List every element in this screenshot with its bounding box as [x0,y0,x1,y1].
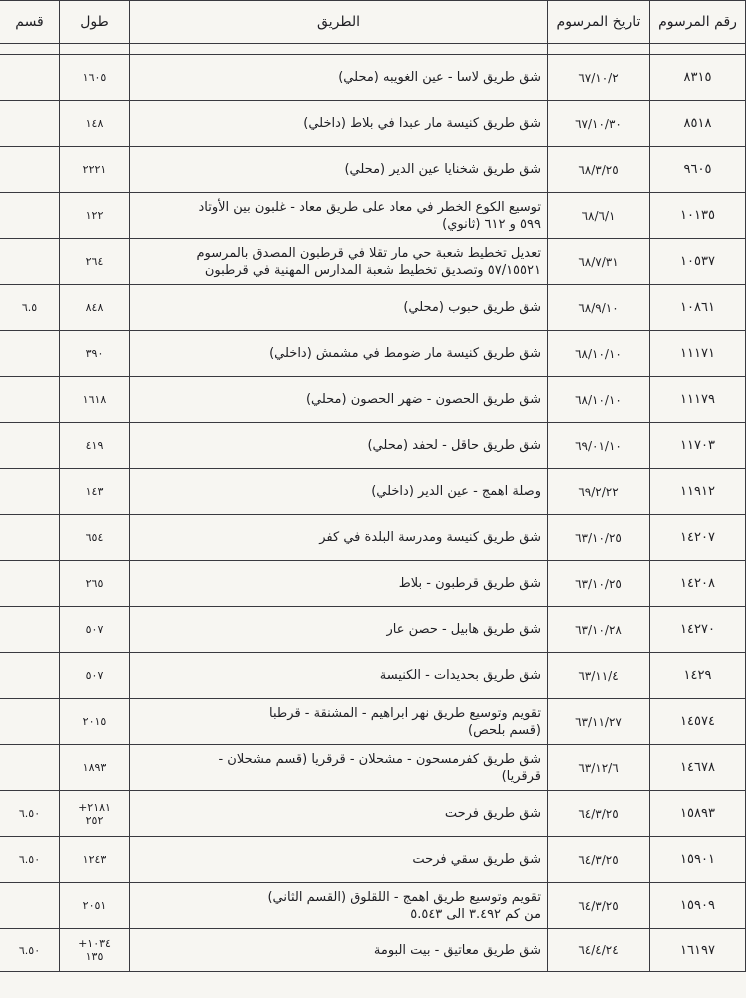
road-description-cell [130,653,548,699]
table-row [0,423,746,469]
length-value: ٢٦٥ [85,577,104,590]
road-description-cell [130,607,548,653]
header-road: الطريق [130,1,548,44]
table-body [0,44,746,972]
spacer-cell [60,44,130,55]
decree-number-cell: ١١٧٠٣ [650,423,746,469]
section-cell [0,101,60,147]
decree-date-cell: ٦٣/١١/٢٧ [548,699,650,745]
road-description-line: شق طريق قرطبون - بلاط [398,576,541,591]
section-cell [0,469,60,515]
road-description-line: ٥٩٩ و ٦١٢ (ثانوي) [442,216,541,232]
section-cell [0,699,60,745]
road-description-line: ٥٧/١٥٥٢١ وتصديق تخطيط شعبة المدارس المهنية في قرطبون [204,262,541,278]
road-description-cell [130,55,548,101]
length-cell [60,101,130,147]
length-cell [60,285,130,331]
decree-number-cell: ١٠١٣٥ [650,193,746,239]
decree-number-cell: ١٥٨٩٣ [650,791,746,837]
spacer-cell [650,44,746,55]
decree-number-cell: ١٤٢٠٧ [650,515,746,561]
section-cell [0,515,60,561]
length-cell [60,55,130,101]
table-row [0,377,746,423]
length-cell [60,607,130,653]
table-row [0,837,746,883]
decree-date-cell: ٦٨/٩/١٠ [548,285,650,331]
length-value: ٢٠١٥ [82,715,107,728]
length-value: ٥٠٧ [85,669,104,682]
road-description-cell [130,883,548,929]
road-description-line: شق طريق فرحت [444,806,541,821]
road-description-cell [130,469,548,515]
section-cell [0,745,60,791]
section-cell [0,607,60,653]
length-cell [60,423,130,469]
length-cell [60,883,130,929]
spacer-cell [130,44,548,55]
road-description-cell [130,423,548,469]
decree-number-cell: ١٠٥٣٧ [650,239,746,285]
length-value: ٥٠٧ [85,623,104,636]
decree-number-cell: ١١١٧٩ [650,377,746,423]
header-length: طول [60,1,130,44]
length-value: ١٢٤٣ [82,853,107,866]
length-cell [60,791,130,837]
road-description-cell [130,745,548,791]
road-description-line: شق طريق حبوب (محلي) [403,300,541,315]
length-cell [60,561,130,607]
decree-number-cell: ١٤٢٧٠ [650,607,746,653]
decree-date-cell: ٦٣/١١/٤ [548,653,650,699]
table-row [0,55,746,101]
road-description-line: (قسم بلحص) [468,722,541,738]
decree-date-cell: ٦٣/١٠/٢٥ [548,515,650,561]
road-description-line: شق طريق هابيل - حصن عار [386,622,541,637]
table-row [0,469,746,515]
decree-number-cell: ١٤٦٧٨ [650,745,746,791]
decree-date-cell: ٦٨/١٠/١٠ [548,331,650,377]
spacer-cell [0,44,60,55]
decree-date-cell: ٦٤/٤/٢٤ [548,929,650,972]
road-description-cell [130,193,548,239]
road-description-line: تعديل تخطيط شعبة حي مار تقلا في قرطبون المصدق بالمرسوم [196,245,541,261]
section-cell [0,561,60,607]
road-description-line: شق طريق الحصون - ضهر الحصون (محلي) [305,392,541,407]
road-description-cell [130,699,548,745]
length-value: ١٢٢ [85,209,104,222]
road-description-line: شق طريق لاسا - عين الغويبه (محلي) [338,70,541,85]
header-decree-date: تاريخ المرسوم [548,1,650,44]
length-cell [60,515,130,561]
table-row [0,331,746,377]
length-cell [60,837,130,883]
road-description-line: شق طريق كفرمسحون - مشحلان - قرقريا (قسم مشحلان - [218,751,541,767]
section-cell: ٦.٥٠ [0,929,60,972]
section-cell [0,883,60,929]
spacer-row [0,44,746,55]
length-cell [60,699,130,745]
table-row [0,653,746,699]
decree-number-cell: ١٦١٩٧ [650,929,746,972]
decree-number-cell: ٨٣١٥ [650,55,746,101]
length-value: ١٠٣٤+ [78,937,111,950]
section-cell [0,377,60,423]
road-description-line: تقويم وتوسيع طريق نهر ابراهيم - المشنقة - قرطبا [269,705,541,721]
length-value: ٢٦٤ [85,255,104,268]
decree-date-cell: ٦٨/٧/٣١ [548,239,650,285]
length-cell [60,469,130,515]
road-description-line: من كم ٣.٤٩٢ الى ٥.٥٤٣ [410,906,541,922]
road-description-cell [130,239,548,285]
length-cell [60,193,130,239]
decree-number-cell: ١٥٩٠١ [650,837,746,883]
length-cell [60,929,130,972]
length-value: ٢٠٥١ [82,899,107,912]
section-cell [0,331,60,377]
road-description-line: شق طريق معاتيق - بيت البومة [373,942,541,958]
road-description-cell [130,331,548,377]
road-description-line: شق طريق سقي فرحت [412,852,541,867]
section-cell: ٦.٥ [0,285,60,331]
road-description-line: قرقريا) [501,768,541,784]
road-description-cell [130,377,548,423]
section-cell: ٦.٥٠ [0,791,60,837]
table-row [0,883,746,929]
decree-date-cell: ٦٩/٢/٢٢ [548,469,650,515]
road-description-line: توسيع الكوع الخطر في معاد على طريق معاد - غلبون بين الأوتاد [198,199,541,215]
decree-date-cell: ٦٤/٣/٢٥ [548,791,650,837]
decree-date-cell: ٦٣/١٠/٢٨ [548,607,650,653]
road-description-line: شق طريق كنيسة ومدرسة البلدة في كفر [319,530,541,545]
length-value: ٦٥٤ [85,531,104,544]
table-row [0,929,746,972]
decree-number-cell: ١١١٧١ [650,331,746,377]
decree-number-cell: ١٥٩٠٩ [650,883,746,929]
table-row [0,193,746,239]
road-description-cell [130,285,548,331]
length-cell [60,239,130,285]
length-cell [60,745,130,791]
length-value: ٢١٨١+ [78,800,111,814]
section-cell: ٦.٥٠ [0,837,60,883]
length-cell [60,377,130,423]
section-cell [0,239,60,285]
decree-date-cell: ٦٤/٣/٢٥ [548,837,650,883]
spacer-cell [548,44,650,55]
section-cell [0,193,60,239]
section-cell [0,423,60,469]
length-value: ١٨٩٣ [82,761,107,774]
table-row [0,791,746,837]
decree-number-cell: ٩٦٠٥ [650,147,746,193]
decree-date-cell: ٦٩/٠١/١٠ [548,423,650,469]
length-value: ٤١٩ [85,439,104,452]
decree-date-cell: ٦٨/١٠/١٠ [548,377,650,423]
table-header-row [0,1,746,44]
decree-date-cell: ٦٨/٣/٢٥ [548,147,650,193]
road-description-line: شق طريق بحديدات - الكنيسة [379,668,541,683]
road-description-cell [130,515,548,561]
length-value: ١٣٥ [85,950,104,963]
length-cell [60,653,130,699]
decree-number-cell: ١٤٥٧٤ [650,699,746,745]
road-description-cell [130,101,548,147]
header-section: قسم [0,1,60,44]
road-description-cell [130,929,548,972]
road-description-cell [130,561,548,607]
length-value: ١٦١٨ [82,393,107,406]
road-description-line: شق طريق حاقل - لحفد (محلي) [367,438,541,453]
table-row [0,285,746,331]
decree-number-cell: ١١٩١٢ [650,469,746,515]
table-row [0,607,746,653]
length-value: ٣٩٠ [85,347,104,360]
decree-date-cell: ٦٣/١٢/٦ [548,745,650,791]
length-value: ٨٤٨ [85,301,104,314]
decree-date-cell: ٦٣/١٠/٢٥ [548,561,650,607]
decree-date-cell: ٦٤/٣/٢٥ [548,883,650,929]
decree-date-cell: ٦٨/٦/١ [548,193,650,239]
table-row [0,239,746,285]
decree-number-cell: ٨٥١٨ [650,101,746,147]
decree-number-cell: ١٤٢٩ [650,653,746,699]
decree-number-cell: ١٠٨٦١ [650,285,746,331]
header-decree-number: رقم المرسوم [650,1,746,44]
table-row [0,745,746,791]
table-row [0,561,746,607]
road-description-line: شق طريق كنيسة مار ضومط في مشمش (داخلي) [269,346,541,361]
road-description-cell [130,791,548,837]
table-row [0,147,746,193]
length-value: ١٤٣ [85,485,104,498]
length-cell [60,331,130,377]
table-row [0,699,746,745]
road-description-line: وصلة اهمج - عين الدير (داخلي) [371,484,541,499]
road-description-line: شق طريق شخنايا عين الدير (محلي) [344,162,541,177]
road-description-cell [130,837,548,883]
road-description-line: تقويم وتوسيع طريق اهمج - اللقلوق (القسم الثاني) [267,889,541,905]
length-value: ١٤٨ [85,117,104,130]
length-cell [60,147,130,193]
length-value: ٢٢٢١ [82,163,107,176]
section-cell [0,55,60,101]
table-row [0,515,746,561]
road-description-cell [130,147,548,193]
section-cell [0,653,60,699]
section-cell [0,147,60,193]
length-value: ١٦٠٥ [82,71,107,84]
decree-date-cell: ٦٧/١٠/٢ [548,55,650,101]
decree-date-cell: ٦٧/١٠/٣٠ [548,101,650,147]
road-description-line: شق طريق كنيسة مار عبدا في بلاط (داخلي) [303,116,541,131]
table-row [0,101,746,147]
decree-number-cell: ١٤٢٠٨ [650,561,746,607]
length-value: ٢٥٢ [85,813,104,827]
